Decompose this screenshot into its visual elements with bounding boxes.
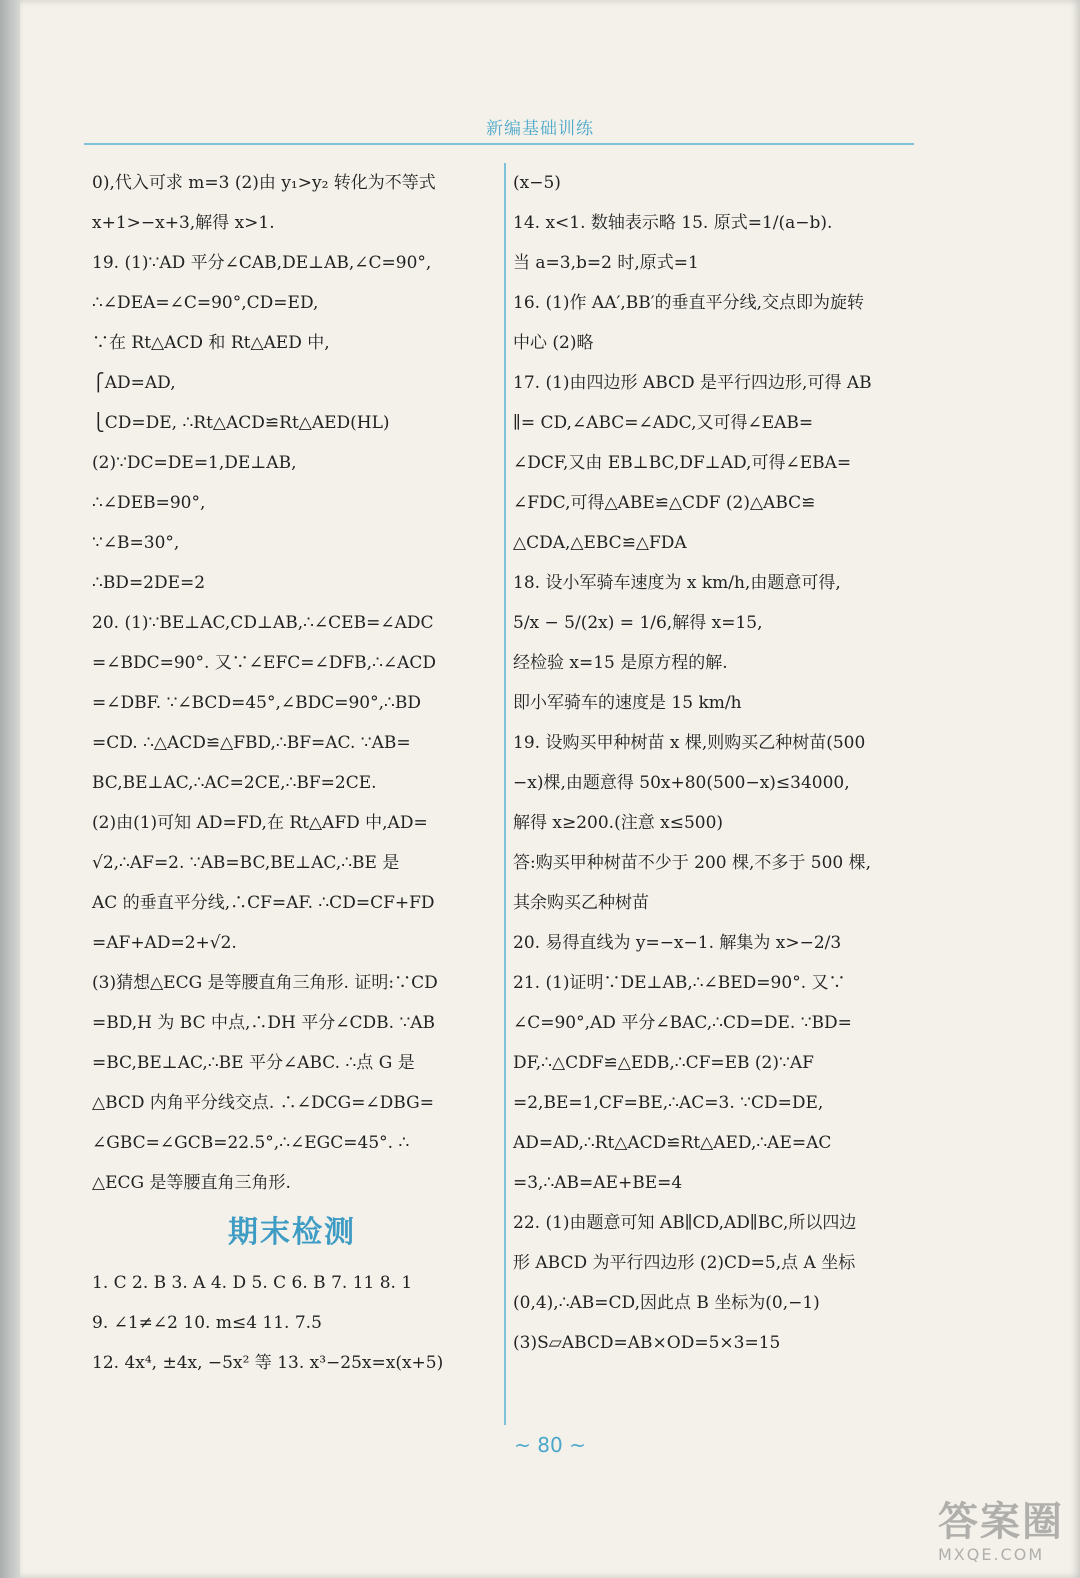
text-line: x+1>−x+3,解得 x>1.: [92, 213, 275, 233]
text-line: AC 的垂直平分线,∴CF=AF. ∴CD=CF+FD: [92, 893, 435, 913]
text-line: =∠DBF. ∵∠BCD=45°,∠BDC=90°,∴BD: [92, 693, 421, 713]
text-line: =AF+AD=2+√2.: [92, 933, 237, 953]
text-line: ⎧AD=AD,: [92, 373, 176, 393]
left-column: [92, 163, 492, 1383]
text-line: ∵在 Rt△ACD 和 Rt△AED 中,: [92, 333, 330, 353]
text-line: =2,BE=1,CF=BE,∴AC=3. ∵CD=DE,: [513, 1093, 824, 1113]
text-line: √2,∴AF=2. ∵AB=BC,BE⊥AC,∴BE 是: [92, 853, 400, 873]
section-title: 期末检测: [228, 1215, 356, 1250]
text-line: 5/x − 5/(2x) = 1/6,解得 x=15,: [513, 613, 763, 633]
watermark-logo-text: 答案圈: [938, 1499, 1064, 1545]
text-line: =CD. ∴△ACD≌△FBD,∴BF=AC. ∵AB=: [92, 733, 411, 753]
text-line: 19. (1)∵AD 平分∠CAB,DE⊥AB,∠C=90°,: [92, 253, 432, 273]
text-line: 形 ABCD 为平行四边形 (2)CD=5,点 A 坐标: [513, 1253, 856, 1273]
text-line: 当 a=3,b=2 时,原式=1: [513, 253, 699, 273]
text-line: ⎩CD=DE, ∴Rt△ACD≌Rt△AED(HL): [92, 413, 390, 433]
text-line: △BCD 内角平分线交点. ∴∠DCG=∠DBG=: [92, 1093, 434, 1113]
text-line: 经检验 x=15 是原方程的解.: [513, 653, 728, 673]
page-header-title: 新编基础训练: [486, 119, 594, 139]
document-page: [20, 0, 1080, 1578]
text-line: ∠C=90°,AD 平分∠BAC,∴CD=DE. ∵BD=: [513, 1013, 852, 1033]
text-line: △CDA,△EBC≌△FDA: [513, 533, 687, 553]
text-line: 中心 (2)略: [513, 333, 594, 353]
text-line: 0),代入可求 m=3 (2)由 y₁>y₂ 转化为不等式: [92, 173, 436, 193]
text-line: =BD,H 为 BC 中点,∴DH 平分∠CDB. ∵AB: [92, 1013, 436, 1033]
text-line: 17. (1)由四边形 ABCD 是平行四边形,可得 AB: [513, 373, 872, 393]
text-line: (3)猜想△ECG 是等腰直角三角形. 证明:∵CD: [92, 973, 438, 993]
text-line: ∠DCF,又由 EB⊥BC,DF⊥AD,可得∠EBA=: [513, 453, 852, 473]
watermark-url: MXQE.COM: [938, 1545, 1045, 1564]
text-line: ∵∠B=30°,: [92, 533, 180, 553]
column-divider: [504, 163, 506, 1425]
watermark-logo: [938, 1498, 1080, 1570]
text-line: (2)由(1)可知 AD=FD,在 Rt△AFD 中,AD=: [92, 813, 428, 833]
text-line: 其余购买乙种树苗: [513, 893, 649, 913]
page-number: ~ 80 ~: [514, 1433, 586, 1457]
text-line: 9. ∠1≠∠2 10. m≤4 11. 7.5: [92, 1313, 322, 1333]
text-line: 20. (1)∵BE⊥AC,CD⊥AB,∴∠CEB=∠ADC: [92, 613, 434, 633]
text-line: (0,4),∴AB=CD,因此点 B 坐标为(0,−1): [513, 1293, 820, 1313]
text-line: ∴∠DEA=∠C=90°,CD=ED,: [92, 293, 319, 313]
text-line: (3)S▱ABCD=AB×OD=5×3=15: [513, 1333, 781, 1353]
text-line: ∴∠DEB=90°,: [92, 493, 206, 513]
text-line: 解得 x≥200.(注意 x≤500): [513, 813, 724, 833]
text-line: ∥= CD,∠ABC=∠ADC,又可得∠EAB=: [513, 413, 814, 433]
text-line: 12. 4x⁴, ±4x, −5x² 等 13. x³−25x=x(x+5): [92, 1353, 444, 1373]
text-line: 21. (1)证明∵DE⊥AB,∴∠BED=90°. 又∵: [513, 973, 846, 993]
text-line: 22. (1)由题意可知 AB∥CD,AD∥BC,所以四边: [513, 1213, 857, 1233]
text-line: −x)棵,由题意得 50x+80(500−x)≤34000,: [513, 773, 850, 793]
text-line: ∠GBC=∠GCB=22.5°,∴∠EGC=45°. ∴: [92, 1133, 410, 1153]
text-line: △ECG 是等腰直角三角形.: [92, 1173, 291, 1193]
text-line: =∠BDC=90°. 又∵∠EFC=∠DFB,∴∠ACD: [92, 653, 437, 673]
text-line: 1. C 2. B 3. A 4. D 5. C 6. B 7. 11 8. 1: [92, 1273, 413, 1293]
text-line: 19. 设购买甲种树苗 x 棵,则购买乙种树苗(500: [513, 733, 866, 753]
text-line: 16. (1)作 AA′,BB′的垂直平分线,交点即为旋转: [513, 293, 864, 313]
text-line: ∴BD=2DE=2: [92, 573, 206, 593]
text-line: 14. x<1. 数轴表示略 15. 原式=1/(a−b).: [513, 213, 833, 233]
text-line: AD=AD,∴Rt△ACD≌Rt△AED,∴AE=AC: [513, 1133, 832, 1153]
text-line: (x−5): [513, 173, 561, 193]
text-line: BC,BE⊥AC,∴AC=2CE,∴BF=2CE.: [92, 773, 377, 793]
text-line: DF,∴△CDF≌△EDB,∴CF=EB (2)∵AF: [513, 1053, 814, 1073]
header-divider: [84, 143, 914, 145]
text-line: 答:购买甲种树苗不少于 200 棵,不多于 500 棵,: [513, 853, 872, 873]
text-line: =3,∴AB=AE+BE=4: [513, 1173, 683, 1193]
text-line: 20. 易得直线为 y=−x−1. 解集为 x>−2/3: [513, 933, 842, 953]
text-line: ∠FDC,可得△ABE≌△CDF (2)△ABC≌: [513, 493, 816, 513]
text-line: 18. 设小军骑车速度为 x km/h,由题意可得,: [513, 573, 841, 593]
text-line: =BC,BE⊥AC,∴BE 平分∠ABC. ∴点 G 是: [92, 1053, 415, 1073]
text-line: 即小军骑车的速度是 15 km/h: [513, 693, 742, 713]
right-column: [513, 163, 913, 1363]
text-line: (2)∵DC=DE=1,DE⊥AB,: [92, 453, 297, 473]
page-left-edge: [0, 0, 20, 1578]
